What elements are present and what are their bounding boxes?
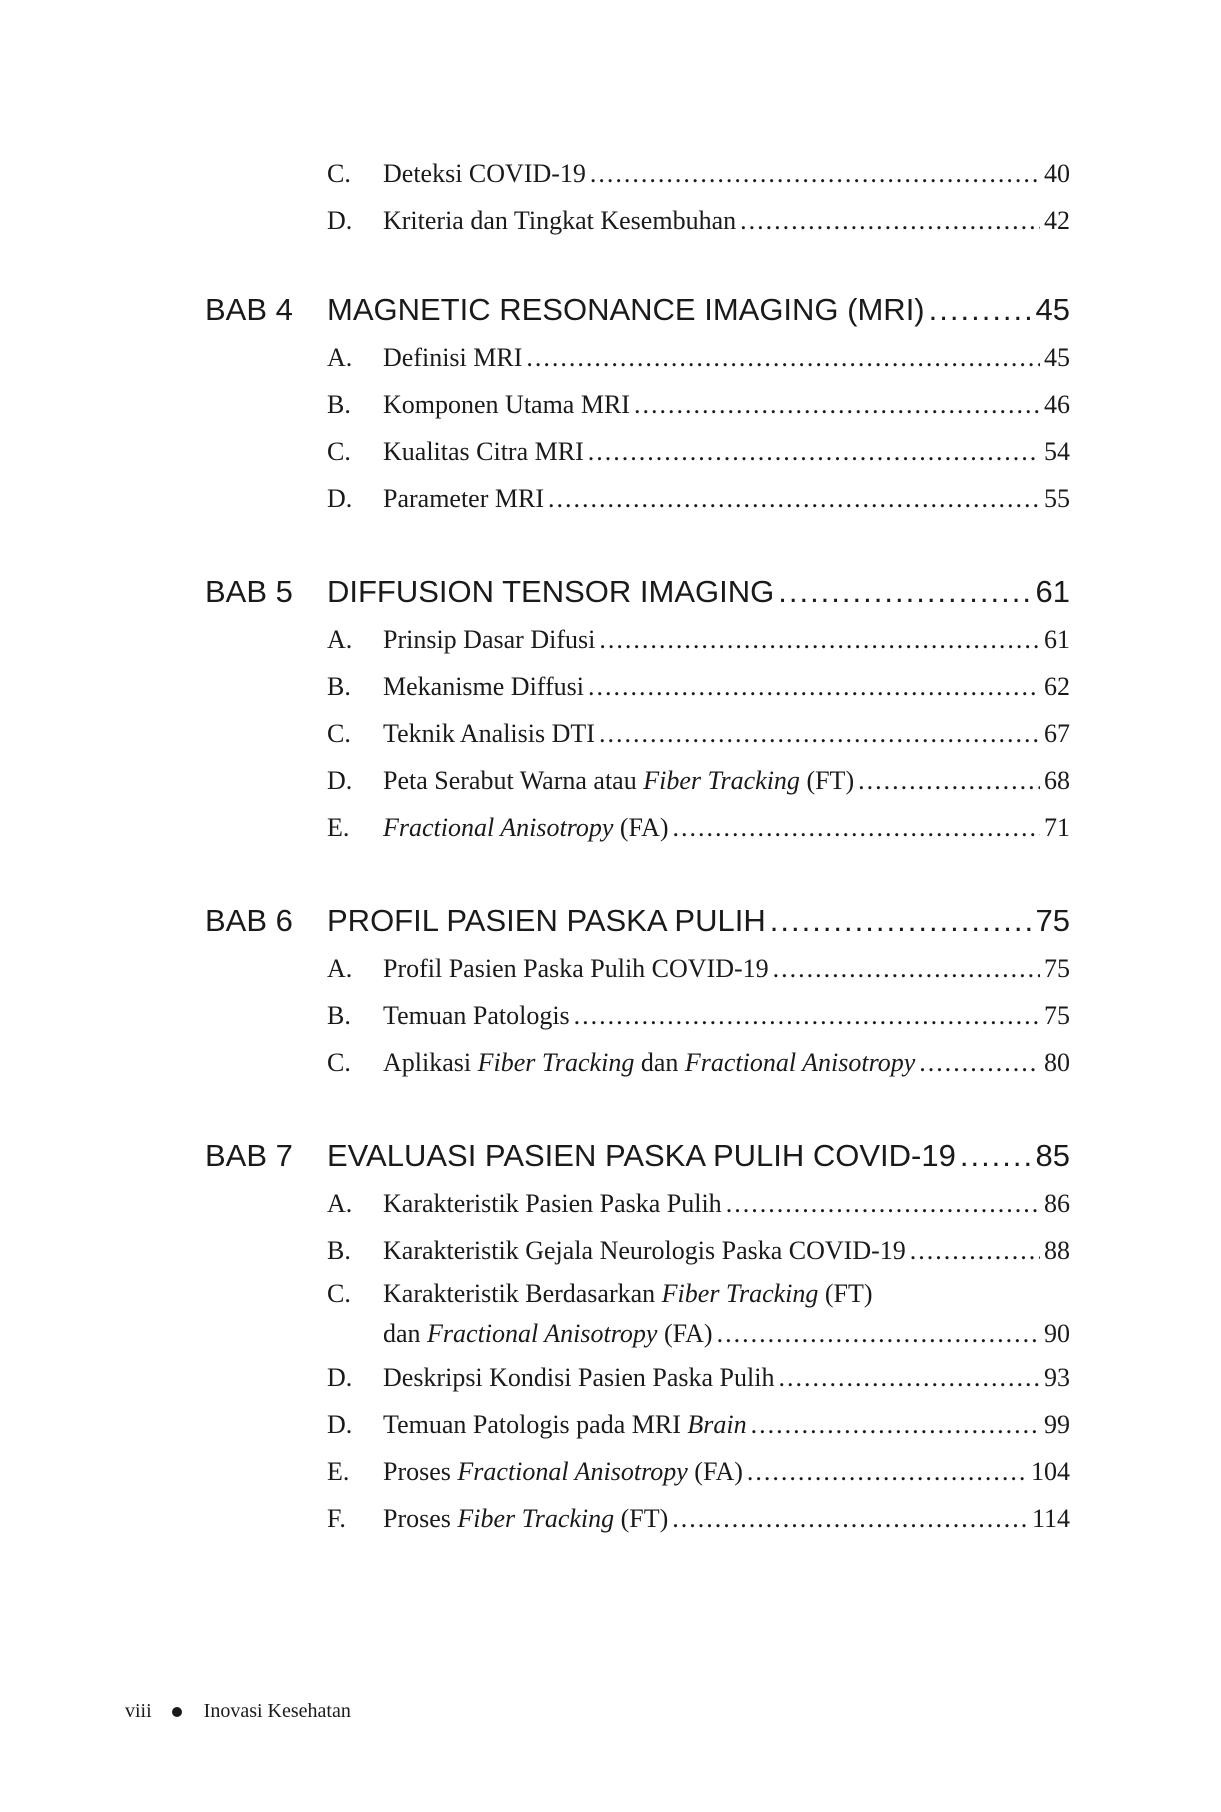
entry-title	[383, 1039, 915, 1086]
entry-title: Karakteristik Gejala Neurologis Paska COVID-19	[383, 1236, 906, 1265]
entry-title-text: (FA)	[613, 813, 669, 842]
dot-leader	[726, 1180, 1040, 1227]
dot-leader	[751, 1401, 1040, 1448]
entry-title-italic: Fiber Tracking	[457, 1504, 615, 1533]
entry-page: 55	[1044, 484, 1070, 513]
entry-letter: C.	[327, 1279, 351, 1308]
entry-page: 42	[1044, 206, 1070, 235]
toc-entry[interactable]	[205, 334, 1070, 381]
entry-page: 40	[1044, 159, 1070, 188]
entry-letter: A.	[327, 954, 353, 983]
entry-letter: B.	[327, 1001, 351, 1030]
entry-letter: E.	[327, 1457, 350, 1486]
dot-leader	[770, 897, 1032, 945]
toc-entry[interactable]	[205, 1401, 1070, 1448]
dot-leader	[960, 1132, 1032, 1180]
entry-title	[383, 1401, 747, 1448]
chapter-number: BAB 6	[205, 903, 293, 938]
entry-page: 67	[1044, 719, 1070, 748]
entry-title-italic: Fiber Tracking	[661, 1279, 819, 1308]
chapter-title: MAGNETIC RESONANCE IMAGING (MRI)	[327, 292, 925, 327]
toc-entry[interactable]	[205, 197, 1070, 244]
entry-title-text: (FA)	[687, 1457, 743, 1486]
toc-entry[interactable]	[205, 150, 1070, 197]
entry-title: Komponen Utama MRI	[383, 390, 630, 419]
toc-entry[interactable]	[205, 1274, 1070, 1354]
entry-title: Deteksi COVID-19	[383, 159, 586, 188]
entry-title: Parameter MRI	[383, 484, 545, 513]
entry-page: 90	[1044, 1319, 1070, 1348]
toc-chapter-5	[205, 568, 1070, 851]
toc-entry[interactable]	[205, 1227, 1070, 1274]
dot-leader	[929, 286, 1032, 334]
dot-leader	[858, 757, 1040, 804]
chapter-number: BAB 5	[205, 574, 293, 609]
dot-leader	[588, 428, 1040, 475]
dot-leader	[773, 945, 1040, 992]
dot-leader	[747, 1448, 1027, 1495]
chapter-page: 75	[1035, 903, 1070, 938]
entry-title: Profil Pasien Paska Pulih COVID-19	[383, 954, 769, 983]
entry-title: Deskripsi Kondisi Pasien Paska Pulih	[383, 1363, 775, 1392]
toc-entry[interactable]	[205, 663, 1070, 710]
dot-leader	[673, 804, 1040, 851]
entry-letter: B.	[327, 390, 351, 419]
entry-title-text: Temuan Patologis pada MRI	[383, 1410, 688, 1439]
entry-title-italic: Brain	[687, 1410, 747, 1439]
toc-entry[interactable]	[205, 428, 1070, 475]
entry-letter: D.	[327, 1410, 353, 1439]
dot-leader	[574, 992, 1040, 1039]
entry-page: 61	[1044, 625, 1070, 654]
entry-title	[383, 804, 669, 851]
entry-title-text: Peta Serabut Warna atau	[383, 766, 644, 795]
chapter-heading[interactable]	[205, 1132, 1070, 1180]
entry-title	[383, 1448, 743, 1495]
dot-leader	[672, 1495, 1028, 1542]
entry-title: Prinsip Dasar Difusi	[383, 625, 596, 654]
entry-title: Karakteristik Pasien Paska Pulih	[383, 1189, 722, 1218]
chapter-heading[interactable]	[205, 286, 1070, 334]
entry-letter: D.	[327, 206, 353, 235]
entry-letter: A.	[327, 343, 353, 372]
footer-book-title: Inovasi Kesehatan	[203, 1700, 351, 1722]
toc-entry[interactable]	[205, 1039, 1070, 1086]
toc-entry[interactable]	[205, 616, 1070, 663]
entry-title-italic: Fiber Tracking	[643, 766, 800, 795]
entry-page: 71	[1044, 813, 1070, 842]
entry-page: 54	[1044, 437, 1070, 466]
entry-page: 75	[1044, 954, 1070, 983]
entry-letter: C.	[327, 1048, 351, 1077]
chapter-page: 85	[1035, 1138, 1070, 1173]
entry-page: 45	[1044, 343, 1070, 372]
toc-entry[interactable]	[205, 710, 1070, 757]
entry-letter: E.	[327, 813, 350, 842]
dot-leader	[588, 663, 1040, 710]
entry-title: Kriteria dan Tingkat Kesembuhan	[383, 206, 737, 235]
dot-leader	[526, 334, 1040, 381]
entry-page: 86	[1044, 1189, 1070, 1218]
entry-letter: A.	[327, 1189, 353, 1218]
toc-entry[interactable]	[205, 757, 1070, 804]
entry-letter: C.	[327, 159, 351, 188]
toc-entry[interactable]	[205, 992, 1070, 1039]
chapter-heading[interactable]	[205, 897, 1070, 945]
dot-leader	[740, 197, 1040, 244]
dot-leader	[599, 616, 1040, 663]
entry-title-text: (FT)	[818, 1279, 873, 1308]
dot-leader	[599, 710, 1040, 757]
toc-entry[interactable]	[205, 475, 1070, 522]
toc-entry[interactable]	[205, 381, 1070, 428]
toc-entry[interactable]	[205, 1448, 1070, 1495]
table-of-contents	[205, 150, 1070, 1588]
dot-leader	[717, 1314, 1040, 1354]
entry-letter: B.	[327, 672, 351, 701]
dot-leader	[548, 475, 1040, 522]
dot-leader	[590, 150, 1040, 197]
page-footer	[125, 1700, 351, 1723]
entry-title: Teknik Analisis DTI	[383, 719, 595, 748]
entry-page: 104	[1031, 1457, 1070, 1486]
chapter-number: BAB 7	[205, 1138, 293, 1173]
toc-entry[interactable]	[205, 804, 1070, 851]
chapter-title: EVALUASI PASIEN PASKA PULIH COVID-19	[327, 1138, 956, 1173]
entry-title-italic: Fractional Anisotropy	[457, 1457, 688, 1486]
entry-title: Definisi MRI	[383, 343, 523, 372]
entry-title	[383, 757, 854, 804]
entry-title	[383, 1495, 668, 1542]
entry-letter: D.	[327, 766, 353, 795]
entry-title-text: Karakteristik Berdasarkan	[383, 1279, 662, 1308]
entry-title-text: dan	[383, 1319, 428, 1348]
entry-title-italic: Fiber Tracking	[477, 1048, 635, 1077]
toc-entry[interactable]	[205, 945, 1070, 992]
entry-letter: D.	[327, 484, 353, 513]
entry-letter: D.	[327, 1363, 353, 1392]
dot-leader	[778, 568, 1031, 616]
entry-title-italic: Fractional Anisotropy	[427, 1319, 658, 1348]
entry-title-line1	[383, 1274, 1070, 1314]
dot-leader	[919, 1039, 1040, 1086]
chapter-page: 61	[1035, 574, 1070, 609]
entry-title-text: (FT)	[799, 766, 855, 795]
entry-page: 75	[1044, 1001, 1070, 1030]
entry-page: 80	[1044, 1048, 1070, 1077]
entry-title-italic: Fractional Anisotropy	[383, 813, 614, 842]
entry-page: 93	[1044, 1363, 1070, 1392]
entry-title-text: (FT)	[614, 1504, 669, 1533]
toc-entry[interactable]	[205, 1495, 1070, 1542]
entry-page: 114	[1031, 1504, 1070, 1533]
entry-page: 62	[1044, 672, 1070, 701]
entry-letter: B.	[327, 1236, 351, 1265]
entry-title-text: Aplikasi	[383, 1048, 478, 1077]
entry-letter: F.	[327, 1504, 346, 1533]
toc-chapter-4	[205, 286, 1070, 522]
dot-leader	[634, 381, 1040, 428]
dot-leader	[910, 1227, 1040, 1274]
entry-title-text: (FA)	[657, 1319, 713, 1348]
chapter-heading[interactable]	[205, 568, 1070, 616]
chapter-title: PROFIL PASIEN PASKA PULIH	[327, 903, 766, 938]
entry-title: Mekanisme Diffusi	[383, 672, 584, 701]
entry-title: Temuan Patologis	[383, 1001, 570, 1030]
entry-page: 46	[1044, 390, 1070, 419]
toc-chapter-6	[205, 897, 1070, 1086]
entry-title-text: Proses	[383, 1457, 458, 1486]
toc-continued-section	[205, 150, 1070, 244]
entry-letter: C.	[327, 437, 351, 466]
bullet-icon	[172, 1707, 182, 1717]
chapter-page: 45	[1035, 292, 1070, 327]
entry-title-line2	[383, 1314, 713, 1354]
toc-chapter-7	[205, 1132, 1070, 1542]
entry-title-text: dan	[634, 1048, 685, 1077]
chapter-number: BAB 4	[205, 292, 293, 327]
dot-leader	[778, 1354, 1040, 1401]
chapter-title: DIFFUSION TENSOR IMAGING	[327, 574, 775, 609]
footer-page-number: viii	[125, 1700, 152, 1722]
entry-title-text: Proses	[383, 1504, 458, 1533]
entry-page: 99	[1044, 1410, 1070, 1439]
entry-page: 68	[1044, 766, 1070, 795]
toc-entry[interactable]	[205, 1354, 1070, 1401]
entry-letter: A.	[327, 625, 353, 654]
entry-title-italic: Fractional Anisotropy	[684, 1048, 916, 1077]
toc-entry[interactable]	[205, 1180, 1070, 1227]
entry-page: 88	[1044, 1236, 1070, 1265]
entry-title: Kualitas Citra MRI	[383, 437, 584, 466]
entry-letter: C.	[327, 719, 351, 748]
